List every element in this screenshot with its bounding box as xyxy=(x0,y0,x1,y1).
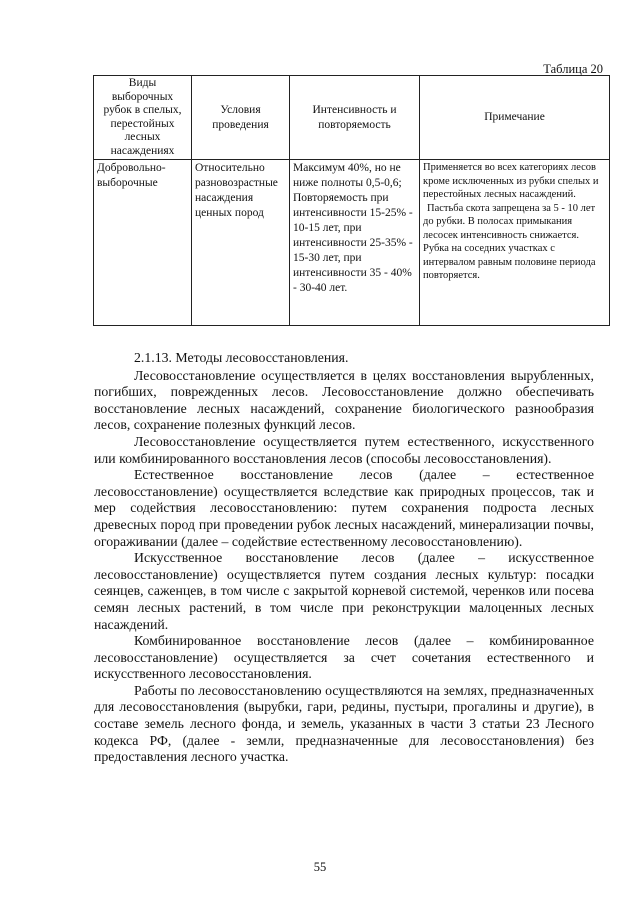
cell-conditions: Относительно разновозрастные насаждения ценных пород xyxy=(192,160,290,326)
note-paragraph: Пастьба скота запрещена за 5 - 10 лет до рубки. В полосах примыкания лесосек интенсивность снижается. Рубка на соседних участках с интервалом равным половине периода повторяется. xyxy=(423,202,596,281)
paragraph: Лесовосстановление осуществляется в целях восстановления вырубленных, погибших, поврежденных лесов. Лесовосстановление должно обеспечивать восстановление лесных насаждений, сохранение биологического разнообразия лесов, сохранение полезных функций лесов. xyxy=(94,367,594,433)
page-number: 55 xyxy=(313,860,327,874)
logging-table xyxy=(93,75,610,326)
paragraph: Лесовосстановление осуществляется путем естественного, искусственного или комбинированного восстановления лесов (способы лесовосстановления). xyxy=(94,433,594,466)
header-intensity: Интенсивность и повторяемость xyxy=(290,76,420,160)
body-text xyxy=(94,350,594,766)
table-row xyxy=(94,160,610,326)
paragraph: Естественное восстановление лесов (далее – естественное лесовосстановление) осуществляется вследствие как природных процессов, так и мер содействия лесовосстановлению: путем сохранения подроста лесных древесных пород при проведении рубок лесных насаждений, минерализации почвы, огораживании (далее – содействие естественному лесовосстановлению). xyxy=(94,467,594,549)
header-conditions: Условия проведения xyxy=(192,76,290,160)
note-paragraph: Применяется во всех категориях лесов кроме исключенных из рубки спелых и перестойных лесных насаждений. xyxy=(423,162,599,200)
paragraph: Искусственное восстановление лесов (далее – искусственное лесовосстановление) осуществляется путем создания лесных культур: посадки сеянцев, саженцев, в том числе с закрытой корневой системой, черенков или посева семян лесных растений, в том числе при реконструкции малоценных лесных насаждений. xyxy=(94,550,594,632)
paragraph: Комбинированное восстановление лесов (далее – комбинированное лесовосстановление) осуществляется за счет сочетания естественного и искусственного лесовосстановления. xyxy=(94,633,594,682)
section-heading: 2.1.13. Методы лесовосстановления. xyxy=(134,350,349,365)
cell-logging-type: Добровольно-выборочные xyxy=(94,160,192,326)
table-caption: Таблица 20 xyxy=(543,62,603,76)
header-note: Примечание xyxy=(420,76,610,160)
paragraph: Работы по лесовосстановлению осуществляются на землях, предназначенных для лесовосстановления (вырубки, гари, редины, пустыри, прогалины и другие), в составе земель лесного фонда, и земель, указанных в части 3 статьи 23 Лесного кодекса РФ, (далее - земли, предназначенные для лесовосстановления) без предоставления лесного участка. xyxy=(94,682,594,765)
header-logging-type: Виды выборочных рубок в спелых, перестойных лесных насаждениях xyxy=(94,76,192,160)
cell-note xyxy=(420,160,610,326)
table-header-row xyxy=(94,76,610,160)
cell-intensity: Максимум 40%, но не ниже полноты 0,5-0,6; Повторяемость при интенсивности 15-25% - 10-15 лет, при интенсивности 25-35% - 15-30 лет, при интенсивности 35 - 40% - 30-40 лет. xyxy=(290,160,420,326)
